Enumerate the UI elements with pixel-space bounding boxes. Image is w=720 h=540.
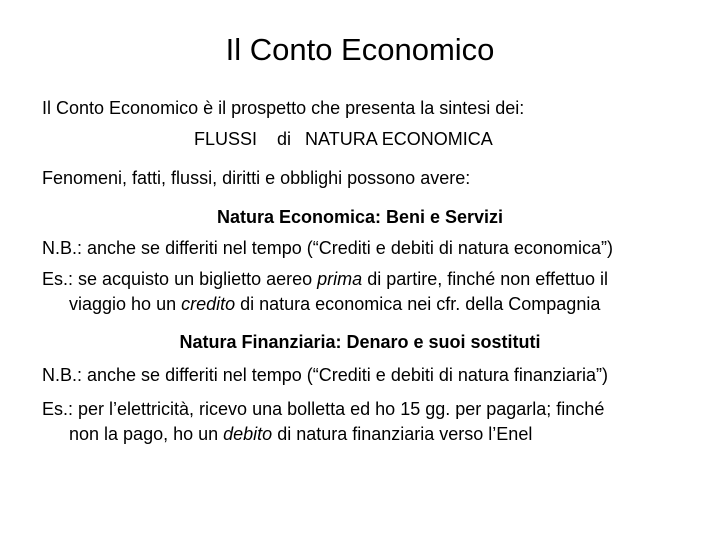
credito-emphasis: credito bbox=[181, 294, 236, 314]
finanziaria-example-line1: Es.: per l’elettricità, ricevo una bolletta ed ho 15 gg. per pagarla; finché bbox=[42, 399, 605, 419]
finanziaria-nb-text: N.B.: anche se differiti nel tempo (“Crediti e debiti di natura finanziaria”) bbox=[42, 365, 608, 385]
slide-title: Il Conto Economico bbox=[225, 32, 495, 67]
fenomeni-text: Fenomeni, fatti, flussi, diritti e obblighi possono avere: bbox=[42, 168, 471, 188]
economica-example-mid: di partire, finché non effettuo il bbox=[362, 269, 609, 289]
natura-finanziaria-heading: Natura Finanziaria: Denaro e suoi sostituti bbox=[179, 332, 541, 352]
finanziaria-example-line2 bbox=[69, 422, 532, 446]
economica-nb-text: N.B.: anche se differiti nel tempo (“Crediti e debiti di natura economica”) bbox=[42, 238, 613, 258]
economica-example-line2-prefix: viaggio ho un bbox=[69, 294, 182, 314]
economica-example-line1 bbox=[42, 267, 608, 291]
flussi-line bbox=[194, 127, 493, 151]
intro-text: Il Conto Economico è il prospetto che presenta la sintesi dei: bbox=[42, 98, 525, 118]
economica-example-line2 bbox=[69, 292, 600, 316]
di-word: di bbox=[277, 129, 292, 149]
economica-example-prefix: Es.: se acquisto un biglietto aereo bbox=[42, 269, 318, 289]
finanziaria-example-line2-prefix: non la pago, ho un bbox=[69, 424, 224, 444]
debito-emphasis: debito bbox=[223, 424, 273, 444]
flussi-word: FLUSSI bbox=[194, 129, 258, 149]
natura-economica-heading: Natura Economica: Beni e Servizi bbox=[216, 207, 504, 227]
prima-emphasis: prima bbox=[317, 269, 363, 289]
economica-example-line2-suffix: di natura economica nei cfr. della Compagnia bbox=[235, 294, 601, 314]
natura-economica-word: NATURA ECONOMICA bbox=[305, 129, 493, 149]
finanziaria-example-line2-suffix: di natura finanziaria verso l’Enel bbox=[272, 424, 533, 444]
